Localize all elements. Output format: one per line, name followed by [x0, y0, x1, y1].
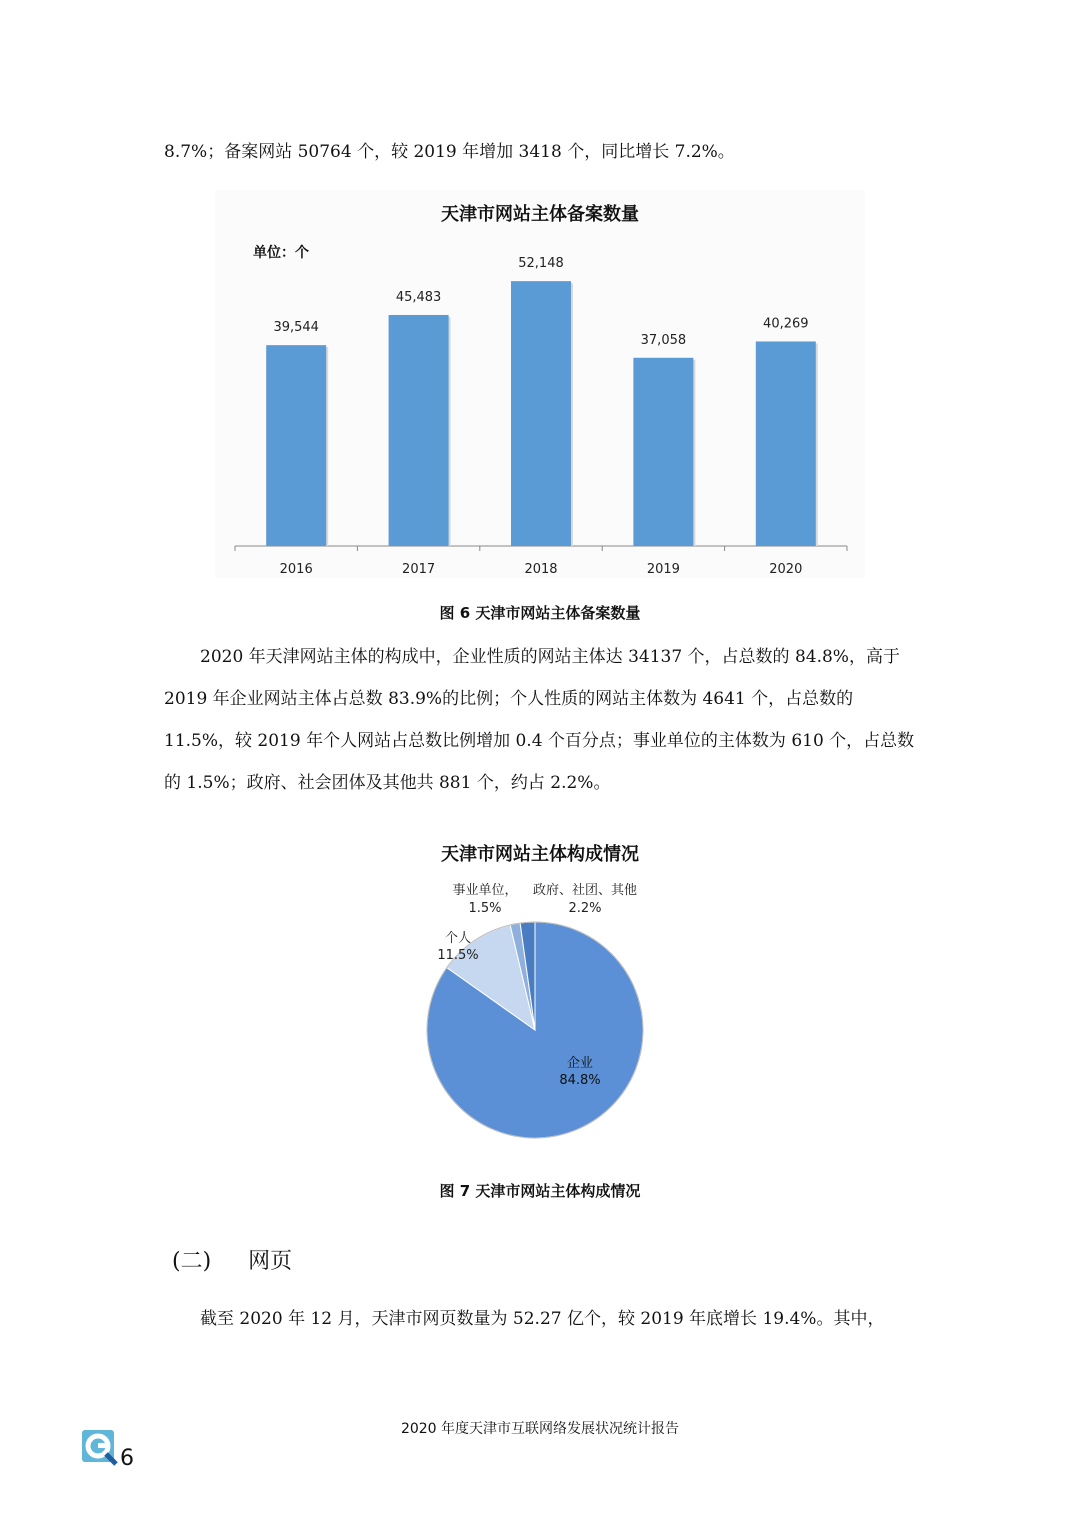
category-label: 2019	[646, 562, 680, 577]
pie-slice-percent-label: 1.5%	[468, 901, 502, 916]
report-logo-icon	[80, 1428, 120, 1468]
pie-slice-name-label: 个人	[444, 931, 472, 946]
bar-value-label: 39,544	[273, 320, 319, 336]
bar-2017	[389, 315, 449, 546]
bar-chart-unit-label: 单位：个	[253, 245, 309, 261]
bar-chart-container	[215, 190, 865, 578]
section-heading	[172, 1244, 292, 1275]
figure-7-caption: 图 7 天津市网站主体构成情况	[439, 1182, 641, 1200]
bar-value-label: 52,148	[518, 256, 564, 272]
intro-line: 8.7%；备案网站 50764 个，较 2019 年增加 3418 个，同比增长 7.2%。	[164, 142, 735, 162]
bar-chart-svg	[215, 190, 865, 578]
webpage-paragraph: 截至 2020 年 12 月，天津市网页数量为 52.27 亿个，较 2019 年底增长 19.4%。其中，	[200, 1309, 885, 1329]
pie-slice-name-label: 事业单位，	[452, 883, 518, 898]
bar-value-label: 37,058	[640, 332, 687, 348]
figure-6-caption: 图 6 天津市网站主体备案数量	[439, 604, 641, 622]
bar-2018	[511, 281, 571, 546]
bar-chart-title: 天津市网站主体备案数量	[441, 204, 639, 225]
pie-chart-svg	[400, 830, 680, 1150]
category-label: 2018	[524, 562, 558, 577]
bar-value-label: 40,269	[763, 316, 809, 332]
category-label: 2016	[279, 562, 313, 577]
category-label: 2017	[402, 562, 436, 577]
composition-paragraph: 2020 年天津网站主体的构成中，企业性质的网站主体达 34137 个，占总数的 84.8%，高于 2019 年企业网站主体占总数 83.9%的比例；个人性质的网站主体数为 4641 个，占总数的 11.5%，较 2019 年个人网站占总数比例增加 0.4 个百分点；事业单位的主体数为 610 个，占总数的 1.5%；政府、社会团体及其他共 881 个，约占 2.2%。	[164, 647, 915, 793]
page-number: 6	[120, 1446, 134, 1471]
pie-chart-title: 天津市网站主体构成情况	[441, 844, 639, 865]
bar-2019	[633, 358, 693, 546]
category-label: 2020	[769, 562, 803, 577]
section-title: 网页	[248, 1249, 293, 1274]
pie-slice-percent-label: 2.2%	[568, 901, 602, 916]
pie-slice-name-label: 政府、社团、其他	[532, 883, 638, 898]
bar-2020	[756, 341, 816, 546]
pie-slice-name-label: 企业	[566, 1056, 594, 1071]
pie-slice-percent-label: 11.5%	[437, 948, 479, 963]
pie-slice-percent-label: 84.8%	[559, 1073, 601, 1088]
footer-report-title: 2020 年度天津市互联网络发展状况统计报告	[400, 1421, 680, 1437]
bar-value-label: 45,483	[395, 289, 442, 305]
section-number: (二)	[172, 1249, 212, 1274]
pie-chart-container	[400, 830, 680, 1150]
bar-2016	[266, 345, 326, 546]
